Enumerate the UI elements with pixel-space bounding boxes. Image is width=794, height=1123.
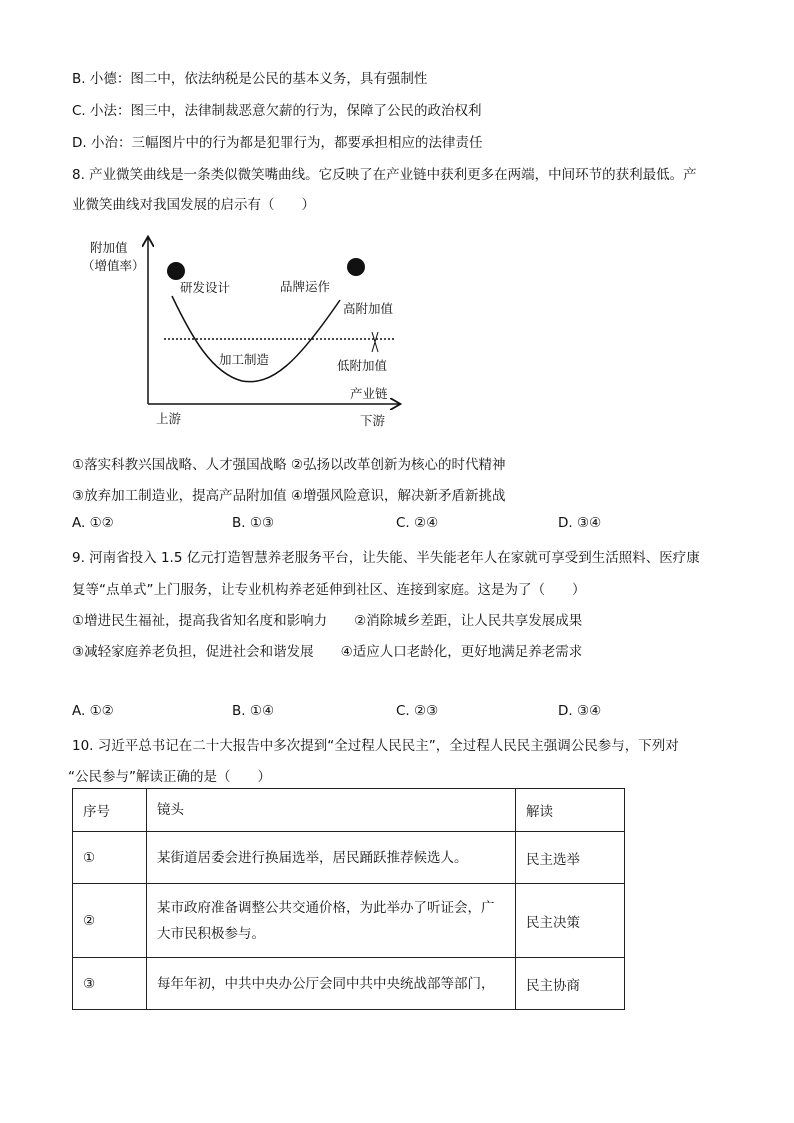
- q9-stem-line1: 9. 河南省投入 1.5 亿元打造智慧养老服务平台，让失能、半失能老年人在家就可享受到生活照料、医疗康: [72, 550, 700, 566]
- q7-option-d: D. 小治：三幅图片中的行为都是犯罪行为，都要承担相应的法律责任: [72, 135, 483, 151]
- table-row: [73, 832, 625, 884]
- q8-stem-line1: 8. 产业微笑曲线是一条类似微笑嘴曲线。它反映了在产业链中获利更多在两端，中间环节的获利最低。产: [72, 167, 697, 183]
- q10-table: [72, 788, 625, 1010]
- label-upstream: 上游: [156, 411, 182, 426]
- header-reading: 解读: [516, 789, 625, 832]
- table-row: [73, 958, 625, 1010]
- table-row: [73, 884, 625, 958]
- row-scene: 某市政府准备调整公共交通价格，为此举办了听证会，广 大市民积极参与。: [147, 884, 516, 958]
- row-scene: 每年年初，中共中央办公厅会同中共中央统战部等部门，: [147, 958, 516, 1010]
- q8-option-a: A. ①②: [72, 515, 114, 531]
- q9-statement-line1: ①增进民生福祉，提高我省知名度和影响力 ②消除城乡差距，让人民共享发展成果: [72, 613, 583, 629]
- header-number: 序号: [73, 789, 147, 832]
- q7-option-b: B. 小德：图二中，依法纳税是公民的基本义务，具有强制性: [72, 71, 428, 87]
- q8-statement-line1: ①落实科教兴国战略、人才强国战略 ②弘扬以改革创新为核心的时代精神: [72, 457, 506, 473]
- row-reading: 民主决策: [516, 884, 625, 958]
- q9-option-b: B. ①④: [232, 703, 275, 719]
- q9-option-d: D. ③④: [558, 703, 602, 719]
- y-axis-label-2: （增值率）: [82, 258, 145, 273]
- x-axis-label: 产业链: [350, 386, 388, 401]
- q9-option-a: A. ①②: [72, 703, 114, 719]
- q8-option-b: B. ①③: [232, 515, 275, 531]
- q9-stem-line2: 复等“点单式”上门服务，让专业机构养老延伸到社区、连接到家庭。这是为了（ ）: [72, 582, 586, 598]
- q10-stem-line1: 10. 习近平总书记在二十大报告中多次提到“全过程人民民主”，全过程人民民主强调公民参与，下列对: [72, 738, 679, 754]
- left-end-dot: [167, 262, 185, 280]
- header-scene: 镜头: [147, 789, 516, 832]
- row-reading: 民主协商: [516, 958, 625, 1010]
- row-number: ②: [73, 884, 147, 958]
- q9-option-c: C. ②③: [396, 703, 439, 719]
- q9-statement-line2: ③减轻家庭养老负担，促进社会和谐发展 ④适应人口老龄化，更好地满足养老需求: [72, 644, 583, 660]
- q8-statement-line2: ③放弃加工制造业，提高产品附加值 ④增强风险意识，解决新矛盾新挑战: [72, 488, 506, 504]
- smile-curve-figure: [82, 228, 422, 438]
- label-downstream: 下游: [360, 413, 386, 428]
- row-reading: 民主选举: [516, 832, 625, 884]
- label-brand-operation: 品牌运作: [280, 279, 331, 294]
- label-processing: 加工制造: [219, 352, 270, 367]
- label-low-value: 低附加值: [337, 358, 388, 373]
- label-research-design: 研发设计: [180, 280, 231, 295]
- q8-stem-line2: 业微笑曲线对我国发展的启示有（ ）: [72, 197, 315, 213]
- row-scene: 某街道居委会进行换届选举，居民踊跃推荐候选人。: [147, 832, 516, 884]
- q10-stem-line2: “公民参与”解读正确的是（ ）: [68, 769, 271, 785]
- table-header-row: [73, 789, 625, 832]
- label-high-value: 高附加值: [343, 301, 394, 316]
- q8-option-d: D. ③④: [558, 515, 602, 531]
- q8-option-c: C. ②④: [396, 515, 439, 531]
- row-number: ③: [73, 958, 147, 1010]
- q7-option-c: C. 小法：图三中，法律制裁恶意欠薪的行为，保障了公民的政治权利: [72, 103, 482, 119]
- right-end-dot: [347, 258, 365, 276]
- row-number: ①: [73, 832, 147, 884]
- y-axis-label-1: 附加值: [90, 240, 128, 255]
